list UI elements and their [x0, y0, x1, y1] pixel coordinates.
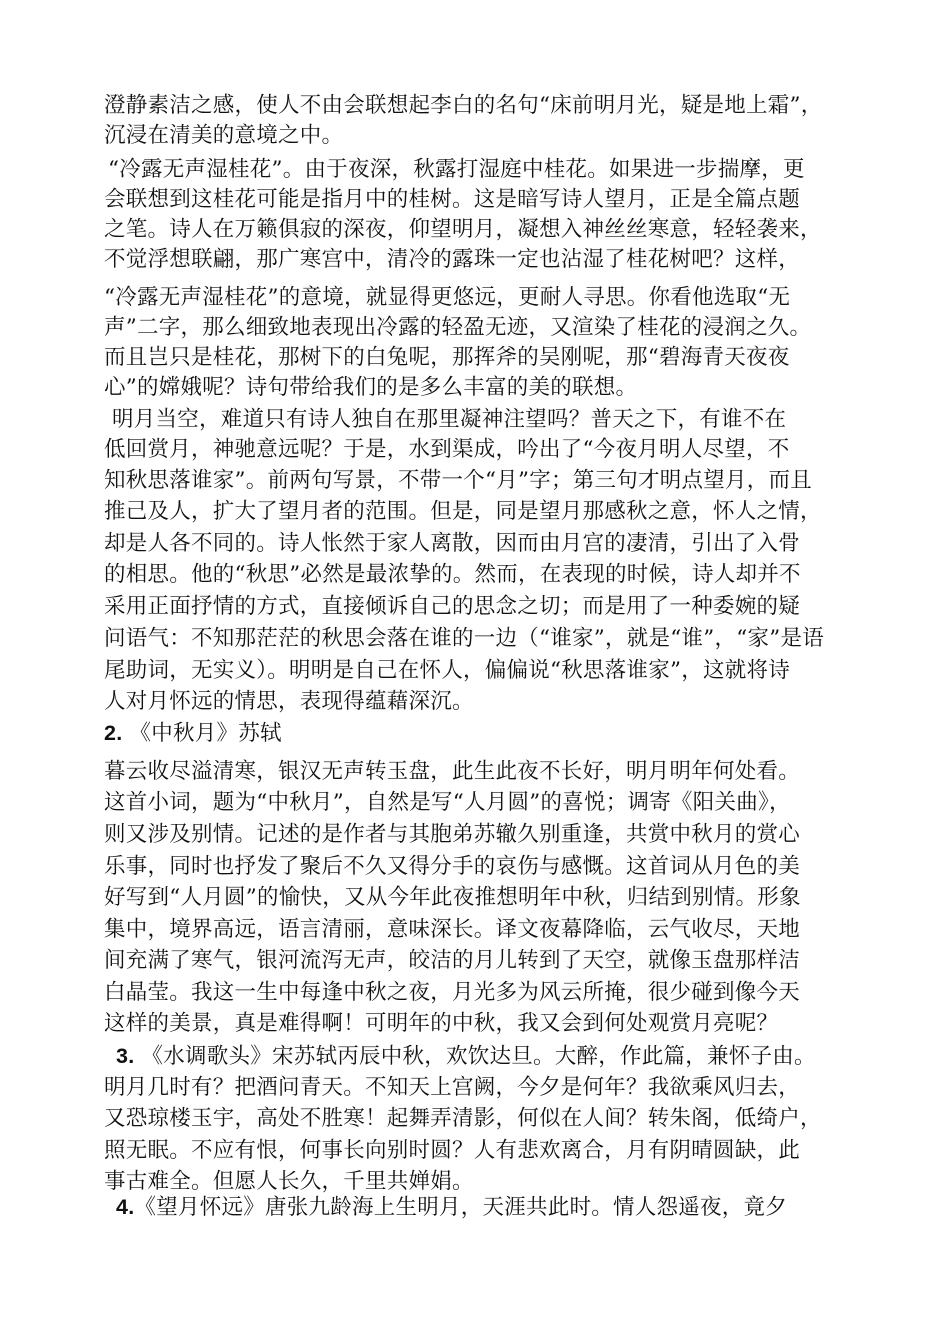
text-line: 照无眠。不应有恨，何事长向别时圆？人有悲欢离合，月有阴晴圆缺，此	[104, 1138, 801, 1163]
text-line: 沉浸在清美的意境之中。	[104, 123, 344, 148]
text-line: “冷露无声湿桂花”。由于夜深，秋露打湿庭中桂花。如果进一步揣摩，更	[108, 157, 805, 182]
section-heading-3: 3. 《水调歌头》宋苏轼丙辰中秋，欢饮达旦。大醉，作此篇，兼怀子由。	[116, 1044, 816, 1069]
text-line: “冷露无声湿桂花”的意境，就显得更悠远，更耐人寻思。你看他选取“无	[104, 285, 791, 310]
text-line: 而且岂只是桂花，那树下的白兔呢，那挥斧的吴刚呢，那“碧海青天夜夜	[104, 345, 790, 370]
section-number: 2.	[104, 721, 123, 745]
text-line: 推己及人，扩大了望月者的范围。但是，同是望月那感秋之意，怀人之情，	[104, 499, 822, 524]
text-line: 暮云收尽溢清寒，银汉无声转玉盘，此生此夜不长好，明月明年何处看。	[104, 759, 801, 784]
text-line: 明月当空，难道只有诗人独自在那里凝神注望吗？普天之下，有谁不在	[112, 407, 787, 432]
text-line: 好写到“人月圆”的愉快，又从今年此夜推想明年中秋，归结到别情。形象	[104, 885, 801, 910]
section-heading-4: 4.《望月怀远》唐张九龄海上生明月，天涯共此时。情人怨遥夜，竟夕	[116, 1195, 787, 1220]
text-line: 知秋思落谁家”。前两句写景，不带一个“月”字；第三句才明点望月，而且	[104, 468, 812, 493]
text-line: 不觉浮想联翩，那广寒宫中，清冷的露珠一定也沾湿了桂花树吧？这样，	[104, 247, 801, 272]
text-line: 声”二字，那么细致地表现出冷露的轻盈无迹，又渲染了桂花的浸润之久。	[104, 315, 812, 340]
text-line: 间充满了寒气，银河流泻无声，皎洁的月儿转到了天空，就像玉盘那样洁	[104, 948, 801, 973]
text-line: 之笔。诗人在万籁俱寂的深夜，仰望明月，凝想入神丝丝寒意，轻轻袭来，	[104, 217, 822, 242]
text-line: 会联想到这桂花可能是指月中的桂树。这是暗写诗人望月，正是全篇点题	[104, 187, 801, 212]
text-line: 澄静素洁之感，使人不由会联想起李白的名句“床前明月光，疑是地上霜”，	[104, 93, 823, 118]
text-line: 集中，境界高远，语言清丽，意味深长。译文夜幕降临，云气收尽，天地	[104, 917, 801, 942]
section-heading-2: 2. 《中秋月》苏轼	[104, 721, 282, 746]
section-number: 3.	[116, 1044, 135, 1068]
text-line: 尾助词，无实义）。明明是自己在怀人，偏偏说“秋思落谁家”，这就将诗	[104, 658, 790, 683]
text-line: 人对月怀远的情思，表现得蕴藉深沉。	[104, 689, 474, 714]
text-line: 明月几时有？把酒问青天。不知天上宫阙，今夕是何年？我欲乘风归去，	[104, 1075, 801, 1100]
text-line: 采用正面抒情的方式，直接倾诉自己的思念之切；而是用了一种委婉的疑	[104, 594, 801, 619]
text-line: 事古难全。但愿人长久，千里共婵娟。	[104, 1169, 474, 1194]
text-line: 低回赏月，神驰意远呢？于是，水到渠成，吟出了“今夜月明人尽望，不	[104, 437, 790, 462]
text-line: 这样的美景，真是难得啊！可明年的中秋，我又会到何处观赏月亮呢？	[104, 1011, 779, 1036]
text-line: 则又涉及别情。记述的是作者与其胞弟苏辙久别重逢，共赏中秋月的赏心	[104, 822, 801, 847]
text-line: 的相思。他的“秋思”必然是最浓挚的。然而，在表现的时候，诗人却并不	[104, 562, 801, 587]
text-line: 心”的嫦娥呢？诗句带给我们的是多么丰富的美的联想。	[104, 375, 638, 400]
text-line: 问语气：不知那茫茫的秋思会落在谁的一边（“谁家”，就是“谁”，“家”是语	[104, 626, 824, 651]
text-line: 白晶莹。我这一生中每逢中秋之夜，月光多为风云所掩，很少碰到像今天	[104, 980, 801, 1005]
text-line: 却是人各不同的。诗人怅然于家人离散，因而由月宫的凄清，引出了入骨	[104, 531, 801, 556]
text-line: 这首小词，题为“中秋月”，自然是写“人月圆”的喜悦；调寄《阳关曲》，	[104, 790, 791, 815]
text-line: 又恐琼楼玉宇，高处不胜寒！起舞弄清影，何似在人间？转朱阁，低绮户，	[104, 1106, 822, 1131]
text-line: 乐事，同时也抒发了聚后不久又得分手的哀伤与感慨。这首词从月色的美	[104, 854, 801, 879]
section-number: 4.	[116, 1195, 135, 1219]
